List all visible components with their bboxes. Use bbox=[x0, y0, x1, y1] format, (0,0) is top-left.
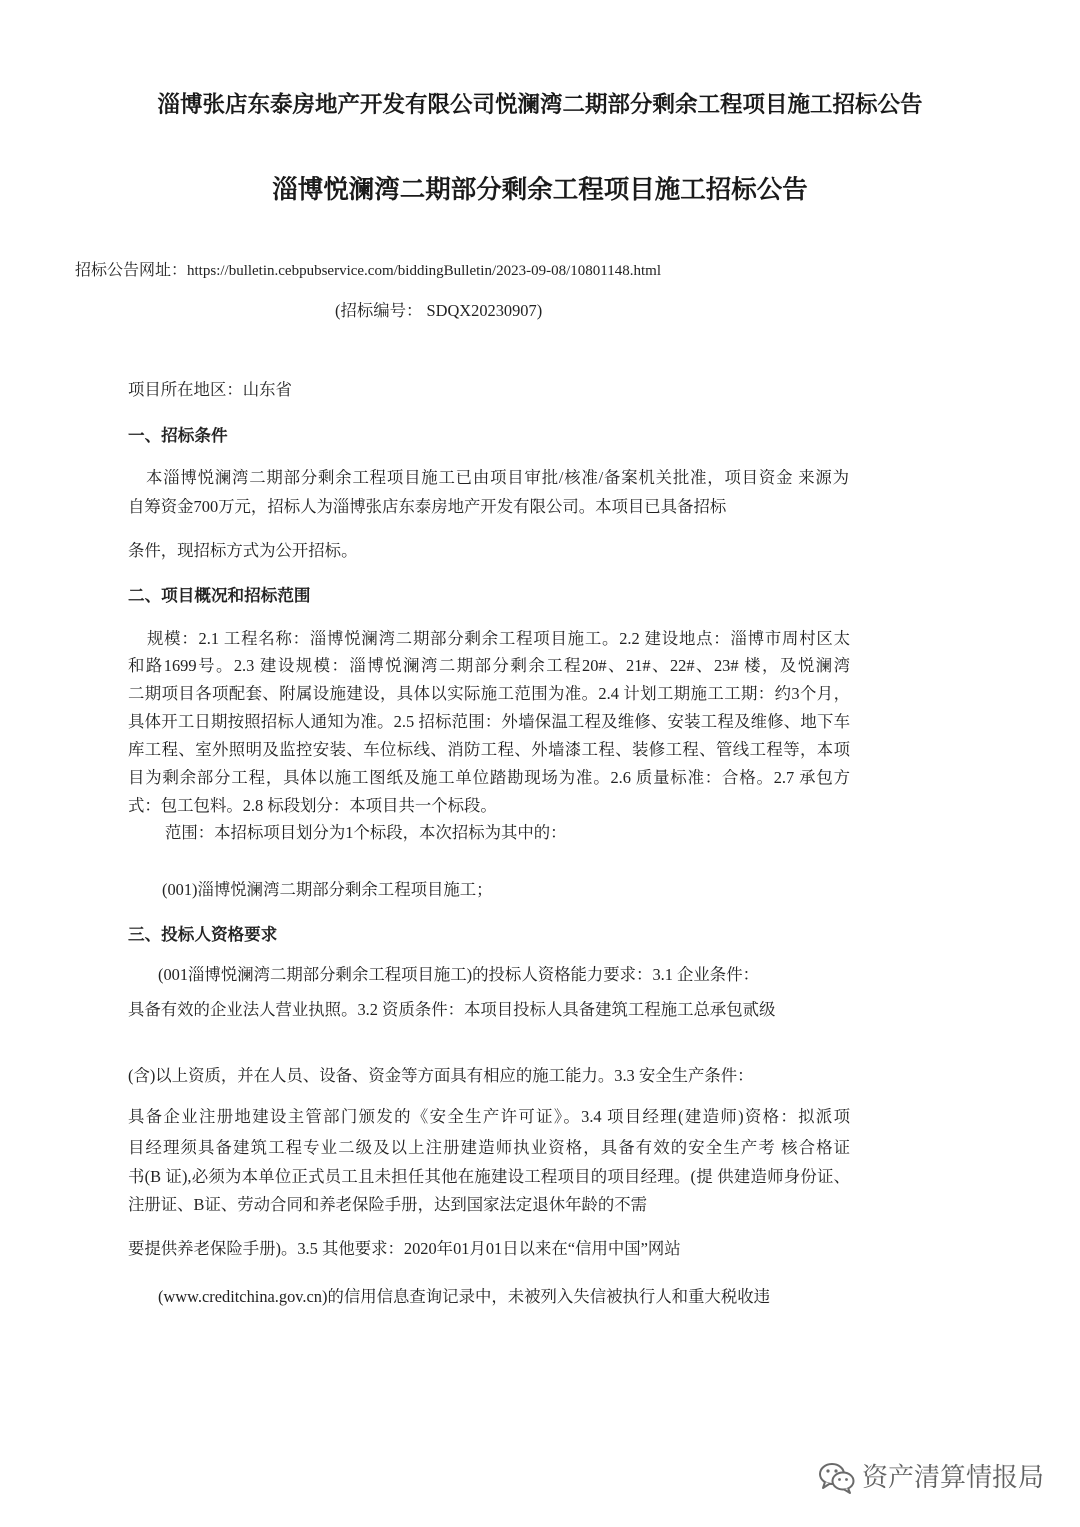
section-heading-bidder-qualification: 三、投标人资格要求 bbox=[128, 925, 278, 944]
section-1-line: 自筹资金700万元，招标人为淄博张店东泰房地产开发有限公司。本项目已具备招标 bbox=[128, 497, 727, 516]
section-2-lot-item: (001)淄博悦澜湾二期部分剩余工程项目施工； bbox=[162, 880, 493, 899]
document-title: 淄博张店东泰房地产开发有限公司悦澜湾二期部分剩余工程项目施工招标公告 bbox=[157, 92, 923, 118]
bulletin-url-label: 招标公告网址： bbox=[75, 262, 188, 279]
bid-number: (招标编号： SDQX20230907) bbox=[335, 301, 543, 320]
section-3-line: (001淄博悦澜湾二期部分剩余工程项目施工)的投标人资格能力要求：3.1 企业条件： bbox=[158, 965, 759, 984]
project-region: 项目所在地区：山东省 bbox=[128, 380, 292, 399]
section-2-line: 式：包工包料。2.8 标段划分：本项目共一个标段。 bbox=[128, 796, 497, 815]
section-2-line: 和路1699号。2.3 建设规模：淄博悦澜湾二期部分剩余工程20#、21#、22#、23# 楼，及悦澜湾 bbox=[128, 656, 850, 675]
wechat-icon bbox=[818, 1461, 856, 1495]
section-2-line: 目为剩余部分工程，具体以施工图纸及施工单位踏勘现场为准。2.6 质量标准：合格。2.7 承包方 bbox=[128, 768, 850, 787]
section-3-line: 具备企业注册地建设主管部门颁发的《安全生产许可证》。3.4 项目经理(建造师)资格：拟派项 bbox=[128, 1107, 850, 1126]
section-3-line: (www.creditchina.gov.cn)的信用信息查询记录中，未被列入失信被执行人和重大税收违 bbox=[158, 1287, 770, 1306]
section-3-line: 注册证、B证、劳动合同和养老保险手册，达到国家法定退休年龄的不需 bbox=[128, 1195, 648, 1214]
section-heading-project-overview: 二、项目概况和招标范围 bbox=[128, 586, 311, 605]
section-heading-bidding-conditions: 一、招标条件 bbox=[128, 426, 228, 445]
section-2-line: 具体开工日期按照招标人通知为准。2.5 招标范围：外墙保温工程及维修、安装工程及维修、地下车 bbox=[128, 712, 850, 731]
section-3-line: 目经理须具备建筑工程专业二级及以上注册建造师执业资格，具备有效的安全生产考 核合格证 bbox=[128, 1138, 850, 1157]
section-1-line: 条件，现招标方式为公开招标。 bbox=[128, 541, 358, 560]
document-subtitle: 淄博悦澜湾二期部分剩余工程项目施工招标公告 bbox=[272, 175, 808, 205]
bulletin-url: https://bulletin.cebpubservice.com/biddingBulletin/2023-09-08/10801148.html bbox=[187, 263, 661, 279]
section-3-line: 要提供养老保险手册)。3.5 其他要求：2020年01月01日以来在“信用中国”网站 bbox=[128, 1239, 681, 1258]
section-3-line: (含)以上资质，并在人员、设备、资金等方面具有相应的施工能力。3.3 安全生产条件： bbox=[128, 1066, 754, 1085]
section-2-line: 二期项目各项配套、附属设施建设，具体以实际施工范围为准。2.4 计划工期施工工期：约3个月， bbox=[128, 684, 850, 703]
section-2-line: 规模：2.1 工程名称：淄博悦澜湾二期部分剩余工程项目施工。2.2 建设地点：淄博市周村区太 bbox=[147, 629, 850, 648]
section-1-line: 本淄博悦澜湾二期部分剩余工程项目施工已由项目审批/核准/备案机关批准，项目资金 来源为 bbox=[146, 468, 849, 487]
section-2-line: 库工程、室外照明及监控安装、车位标线、消防工程、外墙漆工程、装修工程、管线工程等，本项 bbox=[128, 740, 850, 759]
bulletin-url-line bbox=[75, 258, 661, 283]
watermark-text: 资产清算情报局 bbox=[862, 1463, 1045, 1493]
section-3-line: 书(B 证),必须为本单位正式员工且未担任其他在施建设工程项目的项目经理。(提 供建造师身份证、 bbox=[128, 1167, 850, 1186]
section-3-line: 具备有效的企业法人营业执照。3.2 资质条件：本项目投标人具备建筑工程施工总承包贰级 bbox=[128, 1000, 776, 1019]
section-2-line: 范围：本招标项目划分为1个标段，本次招标为其中的： bbox=[165, 823, 567, 842]
